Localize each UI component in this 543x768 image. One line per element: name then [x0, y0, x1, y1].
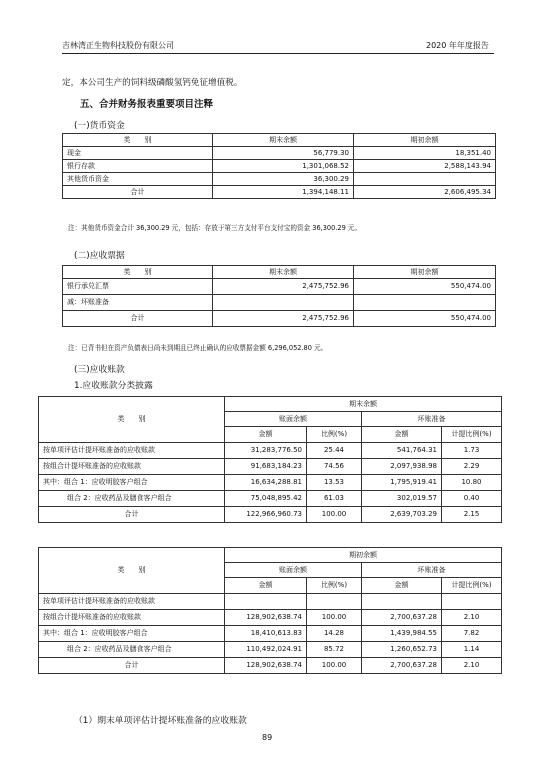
cell: 其中：组合 1：应收明胶客户组合 [39, 475, 225, 491]
cell: 银行存款 [63, 160, 213, 173]
cell: 合计 [39, 507, 225, 523]
cell: 1,260,652.73 [362, 642, 442, 658]
table-row [39, 491, 502, 507]
cell: 0.40 [442, 491, 502, 507]
cell: 2,097,938.98 [362, 459, 442, 475]
cell: 按单项评估计提坏账准备的应收账款 [39, 443, 225, 459]
cell: 1.73 [442, 443, 502, 459]
table-header-row [39, 548, 502, 563]
cell: 100.00 [307, 658, 362, 674]
cell: 按组合计提坏账准备的应收账款 [39, 610, 225, 626]
cell: 61.03 [307, 491, 362, 507]
ar-footer-item: （1）期末单项评估计提坏账准备的应收账款 [74, 716, 247, 726]
table-row [63, 160, 496, 173]
cell: 2.15 [442, 507, 502, 523]
notes-table [62, 265, 496, 327]
col-header: 比例(%) [307, 427, 362, 443]
cell: 按单项评估计提坏账准备的应收账款 [39, 594, 225, 610]
cell: 100.00 [307, 507, 362, 523]
cell: 36,300.29 [213, 173, 354, 186]
cell [307, 594, 362, 610]
table-total-row [39, 658, 502, 674]
cell: 74.56 [307, 459, 362, 475]
cell: 128,902,638.74 [225, 610, 307, 626]
col-header: 期末余额 [213, 266, 354, 279]
table-total-row [39, 507, 502, 523]
notes-title: (二)应收票据 [74, 251, 125, 261]
cell: 541,764.31 [362, 443, 442, 459]
cell: 1,301,068.52 [213, 160, 354, 173]
cell: 2.10 [442, 610, 502, 626]
cell: 110,492,024.91 [225, 642, 307, 658]
table-header-row [39, 397, 502, 412]
col-header: 类 别 [63, 134, 213, 147]
cell: 100.00 [307, 610, 362, 626]
col-header: 金额 [362, 578, 442, 594]
cell: 2,700,637.28 [362, 658, 442, 674]
header-company: 吉林湾正生物科技股份有限公司 [62, 41, 174, 50]
cell: 85.72 [307, 642, 362, 658]
cell: 18,410,613.83 [225, 626, 307, 642]
cell: 现金 [63, 147, 213, 160]
cell: 18,351.40 [354, 147, 496, 160]
cell: 75,048,895.42 [225, 491, 307, 507]
cell [354, 295, 496, 311]
cell: 组合 2：应收药品及膳食客户组合 [39, 491, 225, 507]
col-header: 类 别 [63, 266, 213, 279]
col-header: 金额 [225, 427, 307, 443]
cash-note: 注：其他货币资金合计 36,300.29 元，包括：存放于第三方支付平台支付宝的资金 36,300.29 元。 [68, 224, 362, 232]
cell: 2,700,637.28 [362, 610, 442, 626]
cell: 13.53 [307, 475, 362, 491]
cell: 16,634,288.81 [225, 475, 307, 491]
cell: 2,639,703.29 [362, 507, 442, 523]
cell: 2.10 [442, 658, 502, 674]
table-row [39, 626, 502, 642]
section-title: 五、合并财务报表重要项目注释 [80, 99, 214, 110]
col-header: 期初余额 [354, 134, 496, 147]
table-total-row [63, 186, 496, 199]
cell: 按组合计提坏账准备的应收账款 [39, 459, 225, 475]
ar-begin-table [38, 547, 502, 674]
cash-title: (一)货币资金 [74, 121, 125, 131]
col-header: 类 别 [39, 548, 225, 594]
cell: 1,795,919.41 [362, 475, 442, 491]
cell: 122,966,960.73 [225, 507, 307, 523]
cell [354, 173, 496, 186]
col-header: 金额 [362, 427, 442, 443]
cell: 1,439,984.55 [362, 626, 442, 642]
cell [213, 295, 354, 311]
cell: 其他货币资金 [63, 173, 213, 186]
cell: 91,683,184.23 [225, 459, 307, 475]
cell: 31,283,776.50 [225, 443, 307, 459]
col-header: 期末余额 [225, 397, 502, 412]
ar-title: (三)应收账款 [74, 365, 125, 375]
page-number: 89 [262, 733, 273, 742]
cell: 14.28 [307, 626, 362, 642]
col-header: 期初余额 [225, 548, 502, 563]
cell: 10.80 [442, 475, 502, 491]
table-row [39, 594, 502, 610]
cell: 2,588,143.94 [354, 160, 496, 173]
header-report-title: 2020 年年度报告 [426, 41, 489, 50]
table-row [39, 642, 502, 658]
cell: 550,474.00 [354, 279, 496, 295]
cell: 合计 [39, 658, 225, 674]
cash-table [62, 133, 496, 199]
col-header: 期初余额 [354, 266, 496, 279]
cell: 2,475,752.96 [213, 279, 354, 295]
cell: 合计 [63, 186, 213, 199]
col-header: 坏账准备 [362, 563, 502, 578]
table-row [39, 459, 502, 475]
cell: 302,019.57 [362, 491, 442, 507]
cell: 2.29 [442, 459, 502, 475]
col-header: 坏账准备 [362, 412, 502, 427]
table-row [39, 610, 502, 626]
cell: 2,606,495.34 [354, 186, 496, 199]
table-total-row [63, 311, 496, 327]
table-row [63, 147, 496, 160]
cell: 550,474.00 [354, 311, 496, 327]
cell: 1,394,148.11 [213, 186, 354, 199]
cell: 128,902,638.74 [225, 658, 307, 674]
ar-end-table [38, 396, 502, 523]
cell: 25.44 [307, 443, 362, 459]
col-header: 账面余额 [225, 563, 362, 578]
cell: 其中：组合 1：应收明胶客户组合 [39, 626, 225, 642]
table-row [39, 443, 502, 459]
ar-subtitle: 1.应收账款分类披露 [74, 381, 153, 391]
col-header: 金额 [225, 578, 307, 594]
table-row [63, 279, 496, 295]
table-header-row [63, 266, 496, 279]
table-header-row [63, 134, 496, 147]
cell: 2,475,752.96 [213, 311, 354, 327]
table-row [63, 173, 496, 186]
cell [442, 594, 502, 610]
cell: 合计 [63, 311, 213, 327]
col-header: 计提比例(%) [442, 578, 502, 594]
cell: 7.82 [442, 626, 502, 642]
cell: 组合 2：应收药品及膳食客户组合 [39, 642, 225, 658]
cell: 银行承兑汇票 [63, 279, 213, 295]
table-row [63, 295, 496, 311]
col-header: 期末余额 [213, 134, 354, 147]
col-header: 比例(%) [307, 578, 362, 594]
cell: 56,779.30 [213, 147, 354, 160]
cell [225, 594, 307, 610]
header-rule [62, 53, 494, 54]
col-header: 账面余额 [225, 412, 362, 427]
cell: 减：坏账准备 [63, 295, 213, 311]
cell [362, 594, 442, 610]
cell: 1.14 [442, 642, 502, 658]
intro-line: 定，本公司生产的饲料级磷酸氢钙免征增值税。 [62, 78, 243, 88]
col-header: 计提比例(%) [442, 427, 502, 443]
col-header: 类 别 [39, 397, 225, 443]
notes-note: 注：已背书但在资产负债表日尚未到期且已终止确认的应收票据金额 6,296,052.80 元。 [68, 344, 328, 352]
table-row [39, 475, 502, 491]
